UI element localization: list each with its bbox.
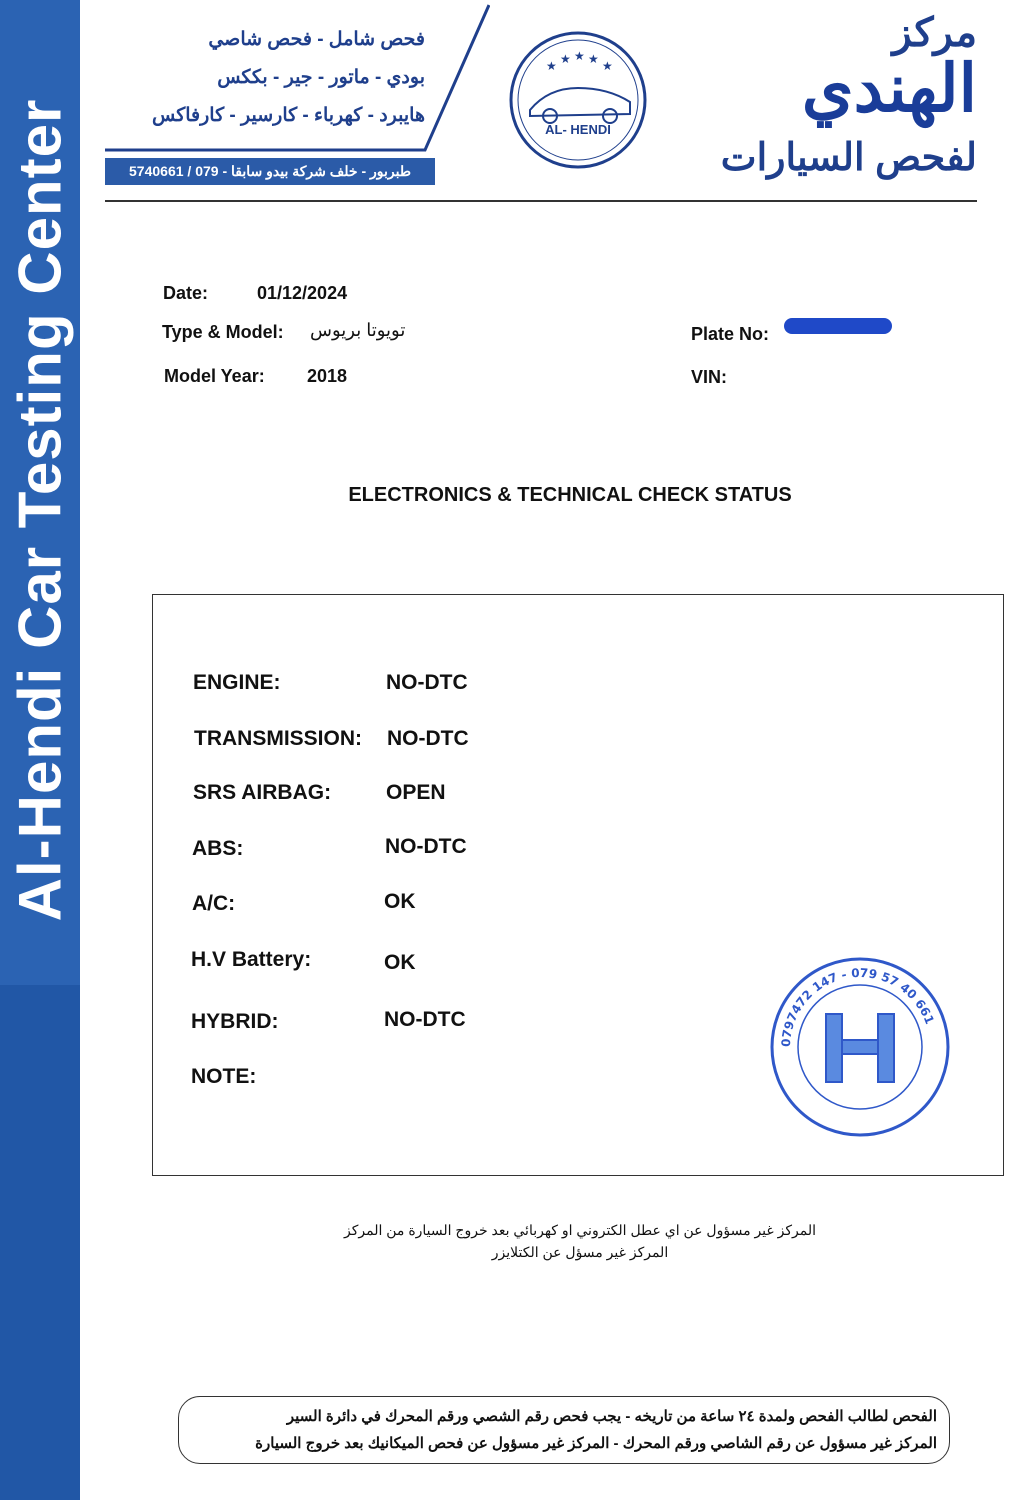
logo-text: AL- HENDI [545, 122, 611, 137]
check-label: HYBRID: [191, 1010, 279, 1033]
side-banner-text: Al-Hendi Car Testing Center [6, 98, 74, 922]
footer-notice [178, 1396, 950, 1464]
check-label: H.V Battery: [191, 948, 312, 971]
model-year-value: 2018 [307, 366, 348, 386]
vin-label: VIN: [691, 367, 727, 387]
svg-text:★: ★ [546, 59, 557, 73]
plate-label: Plate No: [691, 324, 770, 344]
document-title: ELECTRONICS & TECHNICAL CHECK STATUS [348, 484, 792, 506]
note-label: NOTE: [191, 1065, 257, 1088]
svg-text:★: ★ [588, 52, 599, 66]
disclaimer-line-2: المركز غير مسؤل عن الكتلايزر [491, 1244, 669, 1260]
check-label: TRANSMISSION: [194, 727, 362, 750]
check-value: OK [384, 890, 416, 913]
check-value: NO-DTC [386, 671, 468, 694]
services-line-1: فحص شامل - فحص شاصي [208, 29, 425, 50]
date-value: 01/12/2024 [257, 283, 348, 303]
check-value: NO-DTC [385, 835, 467, 858]
type-model-label: Type & Model: [162, 322, 284, 342]
footer-line-2: المركز غير مسؤول عن رقم الشاصي ورقم المحرك - المركز غير مسؤول عن فحص الميكانيك بعد خروج السيارة [255, 1435, 937, 1452]
footer-line-1: الفحص لطالب الفحص ولمدة ٢٤ ساعة من تاريخه - يجب فحص رقم الشصي ورقم المحرك في دائرة السير [286, 1408, 937, 1425]
address-bar: طبربور - خلف شركة بيدو سابقا - 079 / 5740661 [105, 158, 435, 185]
side-banner-lower [0, 985, 80, 1500]
stamp-phone-text: 0797472 147 - 079 57 40 661 [778, 965, 937, 1048]
disclaimer-line-1: المركز غير مسؤول عن اي عطل الكتروني او كهربائي بعد خروج السيارة من المركز [344, 1222, 816, 1238]
check-value: OPEN [386, 781, 446, 804]
services-line-2: بودي - ماتور - جير - بككس [217, 67, 425, 88]
check-label: SRS AIRBAG: [193, 781, 332, 804]
header-divider [105, 200, 977, 202]
check-value: OK [384, 951, 416, 974]
company-logo [508, 30, 648, 170]
check-label: A/C: [192, 892, 236, 915]
svg-text:★: ★ [602, 59, 613, 73]
model-year-label: Model Year: [164, 366, 265, 386]
center-word: مركز [892, 11, 977, 55]
center-subtitle: لفحص السيارات [720, 137, 977, 179]
type-model-value: تويوتا بريوس [310, 320, 406, 340]
company-stamp [768, 952, 952, 1142]
svg-text:★: ★ [560, 52, 571, 66]
plate-redaction [784, 318, 892, 334]
check-label: ENGINE: [193, 671, 281, 694]
check-label: ABS: [192, 837, 244, 860]
svg-text:★: ★ [574, 49, 585, 63]
date-label: Date: [163, 283, 209, 303]
services-line-3: هايبرد - كهرباء - كارسير - كارفاكس [151, 105, 425, 126]
check-value: NO-DTC [387, 727, 469, 750]
center-name: الهندي [801, 51, 977, 125]
check-value: NO-DTC [384, 1008, 466, 1031]
